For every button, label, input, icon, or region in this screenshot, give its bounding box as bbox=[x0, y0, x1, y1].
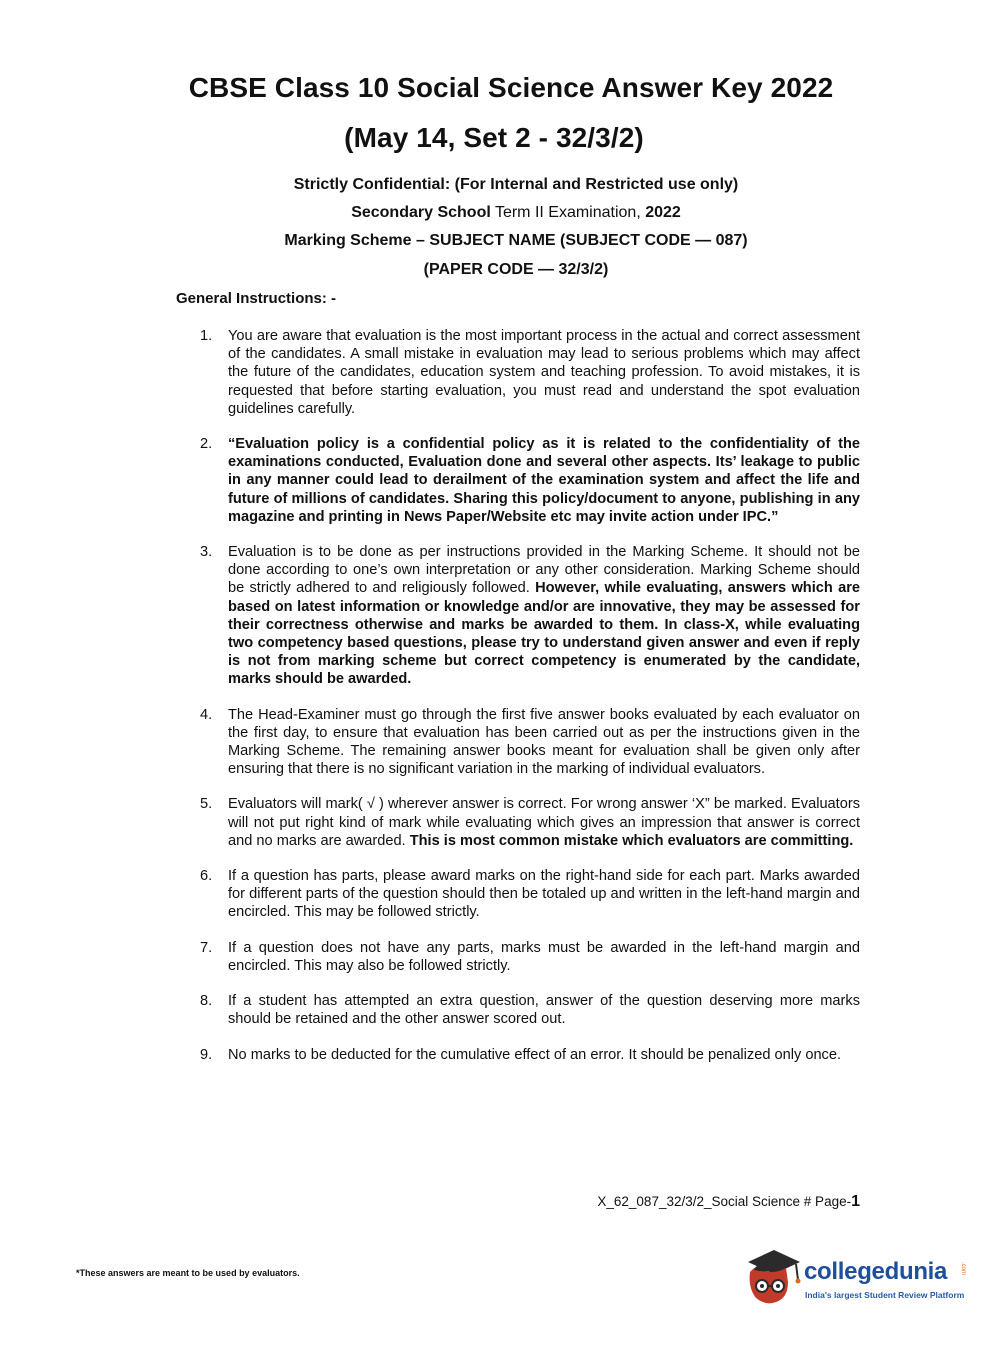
page-number: 1 bbox=[851, 1193, 860, 1210]
item-text bbox=[228, 795, 860, 850]
item-number: 1. bbox=[200, 328, 213, 344]
instructions-list bbox=[200, 327, 860, 1081]
item-bold-text: However, while evaluating, answers which are based on latest information or knowledge and/or are innovative, they may be assessed for their correctness otherwise and marks be awarded to them. In class-X, while evaluating two competency based questions, please try to understand given answer and even if reply is not from marking scheme but correct competency is enumerated by the candidate, marks should be awarded. bbox=[228, 580, 860, 688]
item-plain-text: Evaluation is to be done as per instructions provided in the Marking Scheme. It should not be done according to one’s own interpretation or any other consideration. Marking Scheme should be strictly adhered to and religiously followed. bbox=[228, 544, 860, 597]
general-instructions-heading: General Instructions: - bbox=[176, 290, 337, 307]
list-item bbox=[200, 706, 860, 779]
list-item bbox=[200, 867, 860, 922]
item-text: If a question has parts, please award marks on the right-hand side for each part. Marks awarded for different parts of the question should then be totaled up and written in the left-hand margin and encircled. This may be followed strictly. bbox=[228, 868, 860, 921]
document-subtitle: (May 14, Set 2 - 32/3/2) bbox=[344, 122, 644, 153]
item-number: 9. bbox=[200, 1046, 213, 1063]
item-text: If a student has attempted an extra question, answer of the question deserving more marks should be retained and the other answer scored out. bbox=[228, 993, 860, 1028]
list-item bbox=[200, 435, 860, 526]
item-number: 7. bbox=[200, 939, 213, 956]
logo-tagline: India's largest Student Review Platform bbox=[805, 1290, 965, 1300]
item-text: The Head-Examiner must go through the first five answer books evaluated by each evaluator on the first day, to ensure that evaluation has been carried out as per the instructions given in the Marking Scheme. The remaining answer books meant for evaluation shall be given only after ensuring that there is no significant variation in the marking of individual evaluators. bbox=[228, 706, 860, 778]
list-item bbox=[200, 992, 860, 1028]
exam-term: Term II Examination, bbox=[490, 204, 646, 221]
exam-year: 2022 bbox=[645, 204, 681, 221]
list-item bbox=[200, 939, 860, 975]
page-footer-code bbox=[597, 1193, 860, 1211]
item-text bbox=[228, 543, 860, 689]
item-text: No marks to be deducted for the cumulative effect of an error. It should be penalized only once. bbox=[228, 1046, 842, 1063]
item-number: 5. bbox=[200, 796, 213, 813]
item-bold-text: This is most common mistake which evaluators are committing. bbox=[409, 832, 854, 849]
item-plain-text: Evaluators will mark( √ ) wherever answer is correct. For wrong answer ‘X” be marked. Evaluators will not put right kind of mark while evaluating which gives an impression that answer is correct and no marks are awarded. bbox=[228, 796, 860, 849]
document-title: CBSE Class 10 Social Science Answer Key 2022 bbox=[188, 72, 834, 103]
marking-scheme-line: Marking Scheme – SUBJECT NAME (SUBJECT CODE — 087) bbox=[284, 232, 748, 249]
paper-code-line: (PAPER CODE — 32/3/2) bbox=[423, 261, 609, 278]
confidential-line: Strictly Confidential: (For Internal and Restricted use only) bbox=[293, 176, 739, 193]
footer-code-text: X_62_087_32/3/2_Social Science # Page- bbox=[597, 1194, 852, 1209]
item-number: 3. bbox=[200, 544, 213, 561]
logo-wordmark: collegedunia bbox=[804, 1258, 948, 1285]
item-number: 2. bbox=[200, 436, 213, 453]
item-bold-text: “Evaluation policy is a confidential policy as it is related to the confidentiality of the examinations conducted, Evaluation done and several other aspects. Its’ leakage to public in any manner could lead to derailment of the examination system and affect the life and future of millions of candidates. Sharing this policy/document to anyone, publishing in any magazine and printing in News Paper/Website etc may invite action under IPC.” bbox=[228, 436, 860, 525]
item-text bbox=[228, 435, 860, 526]
graduate-mascot-icon bbox=[742, 1248, 804, 1312]
logo-com-suffix: .com bbox=[960, 1262, 966, 1276]
evaluator-note: *These answers are meant to be used by evaluators. bbox=[76, 1268, 300, 1278]
item-text: If a question does not have any parts, marks must be awarded in the left-hand margin and encircled. This may also be followed strictly. bbox=[228, 939, 860, 974]
list-item bbox=[200, 795, 860, 850]
item-number: 6. bbox=[200, 868, 213, 885]
exam-school: Secondary School bbox=[351, 204, 491, 221]
item-number: 8. bbox=[200, 993, 213, 1010]
exam-line bbox=[15, 204, 1002, 222]
collegedunia-logo bbox=[742, 1248, 972, 1322]
item-number: 4. bbox=[200, 706, 213, 723]
list-item bbox=[200, 327, 860, 418]
list-item bbox=[200, 543, 860, 689]
item-text: You are aware that evaluation is the most important process in the actual and correct assessment of the candidates. A small mistake in evaluation may lead to serious problems which may affect the future of the candidates, education system and teaching profession. To avoid mistakes, it is requested that before starting evaluation, you must read and understand the spot evaluation guidelines carefully. bbox=[228, 328, 860, 417]
list-item bbox=[200, 1046, 860, 1064]
